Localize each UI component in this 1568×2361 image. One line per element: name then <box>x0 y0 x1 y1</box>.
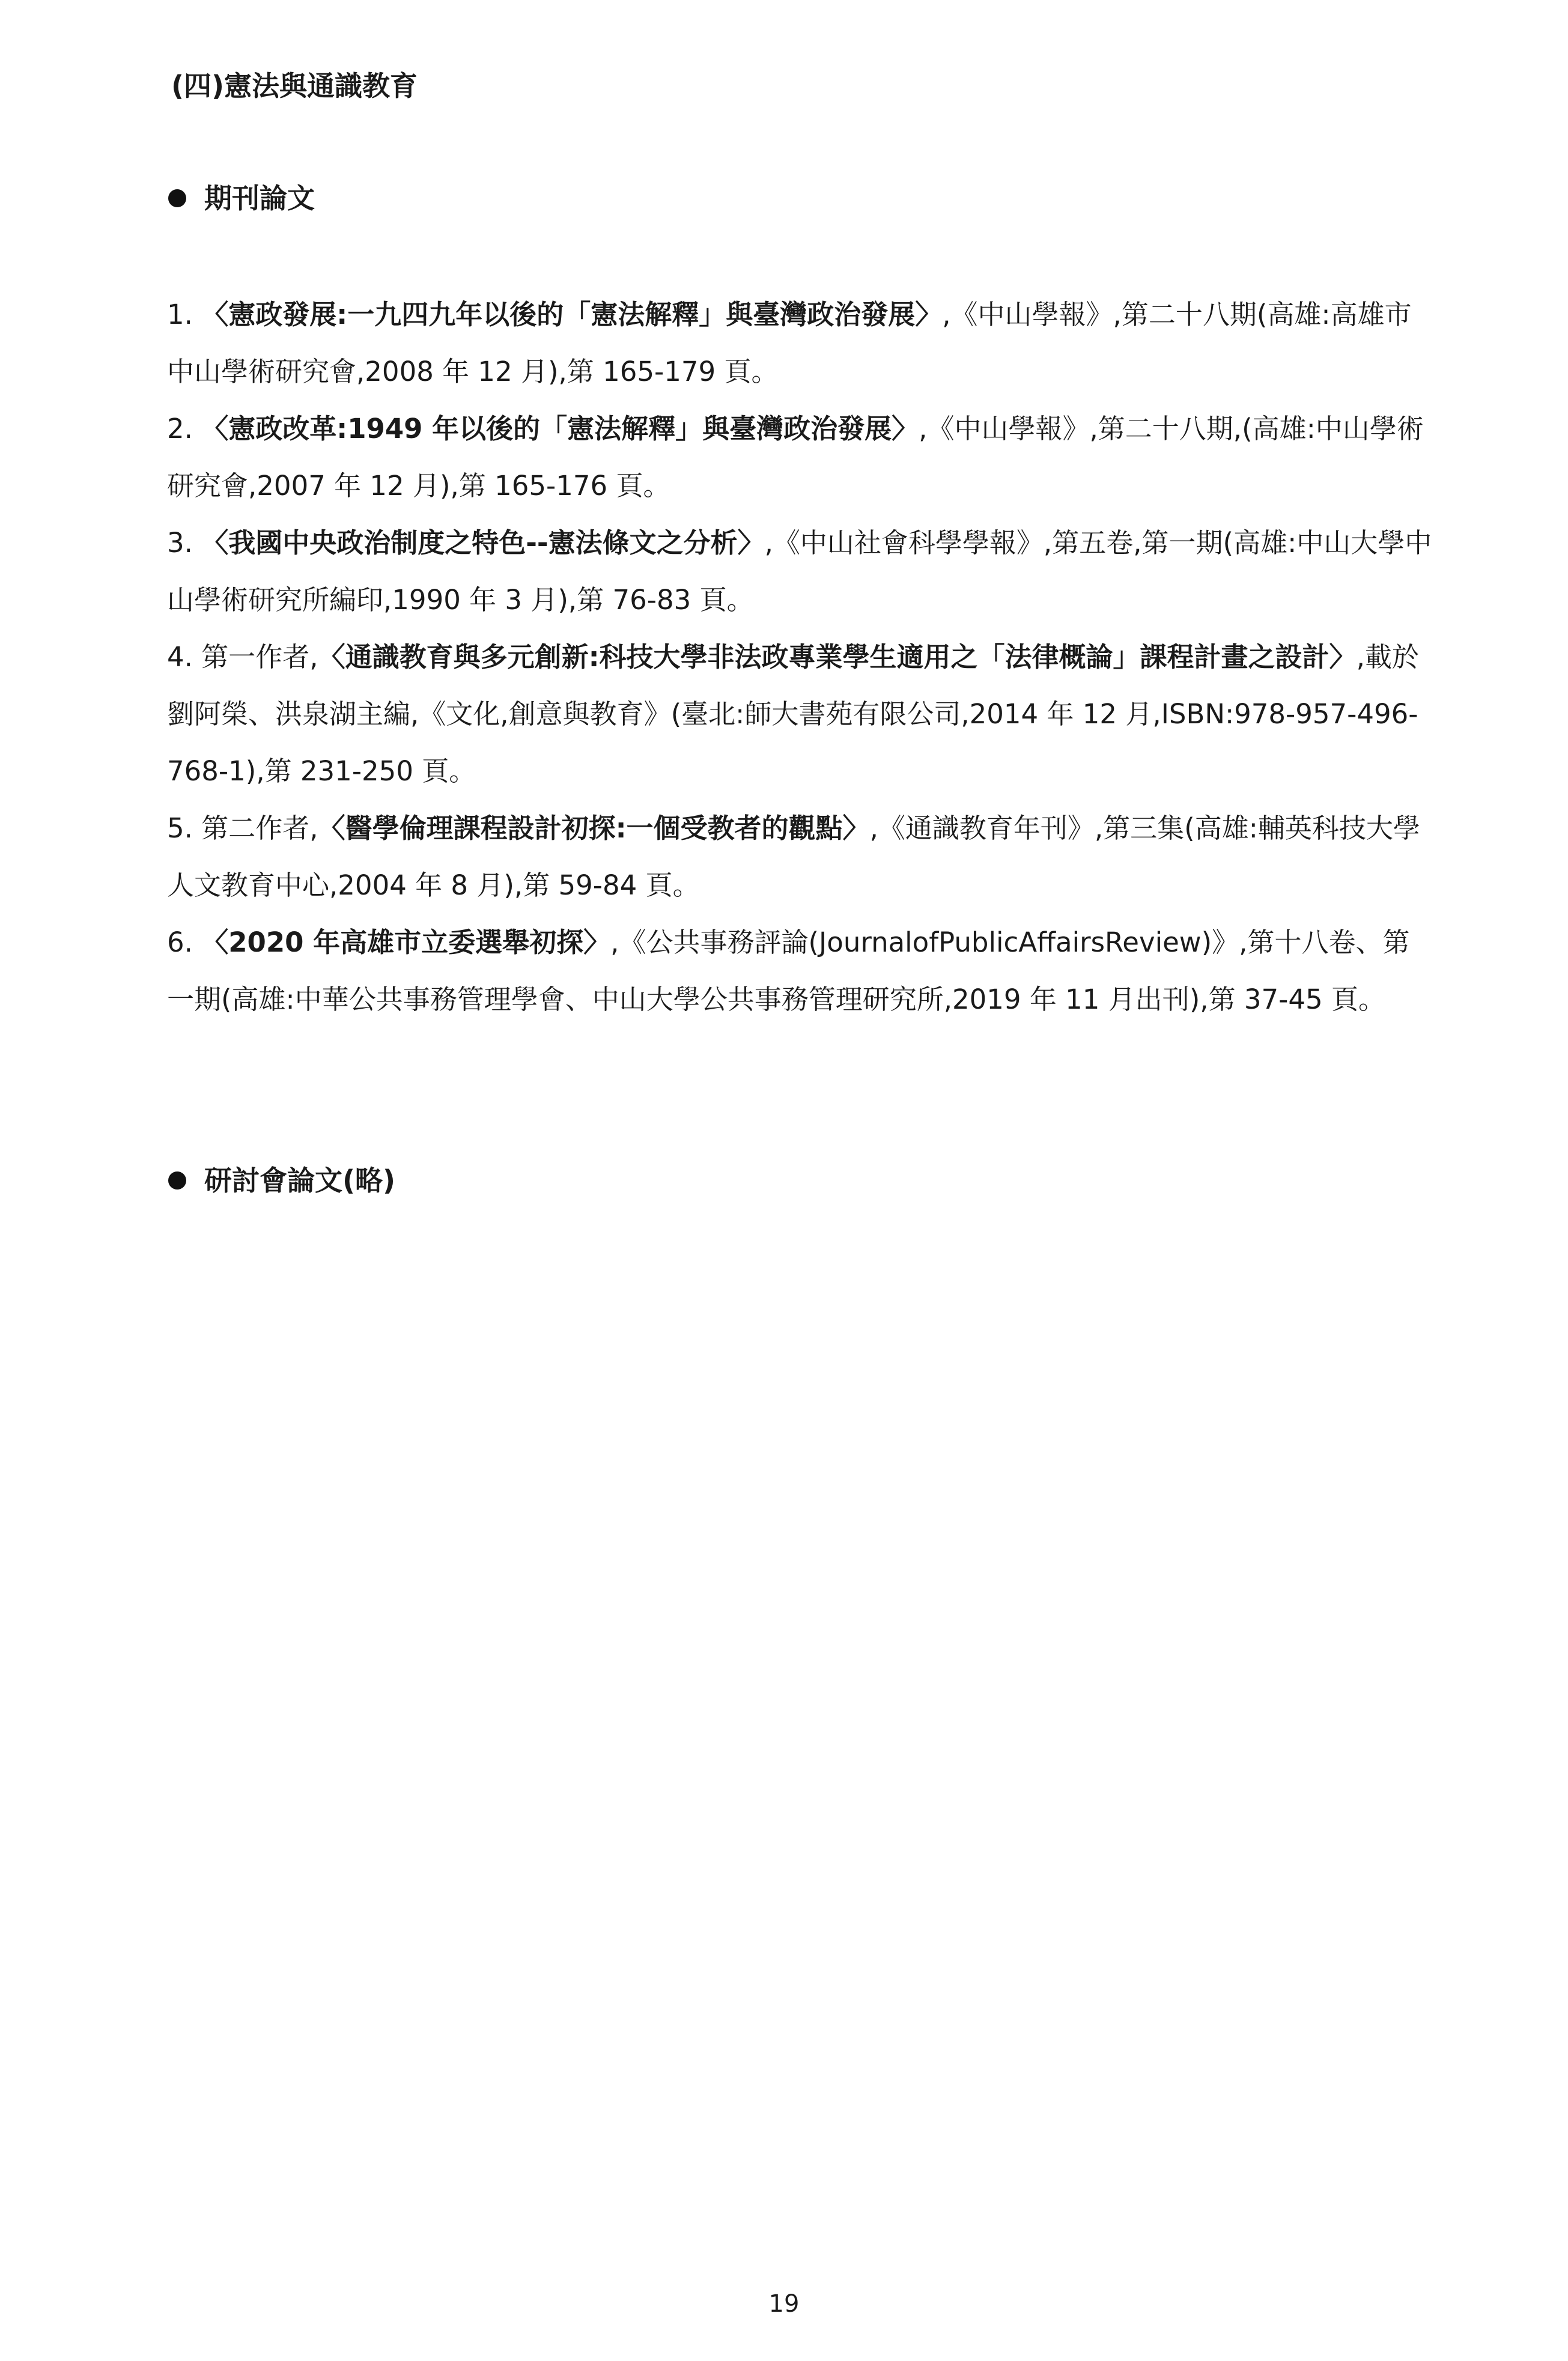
conference-papers-heading <box>168 1159 395 1202</box>
page-number: 19 <box>768 2290 800 2318</box>
list-item: 6. 〈2020 年高雄市立委選舉初探〉,《公共事務評論(JournalofPublicAffairsReview)》,第十八卷、第一期(高雄:中華公共事務管理學會、中山大學公共事務管理研究所,2019 年 11 月出刊),第 37-45 頁。 <box>167 926 1410 1015</box>
list-item: 2. 〈憲政改革:1949 年以後的「憲法解釋」與臺灣政治發展〉,《中山學報》,第二十八期,(高雄:中山學術研究會,2007 年 12 月),第 165-176 頁。 <box>167 413 1424 502</box>
list-item: 3. 〈我國中央政治制度之特色--憲法條文之分析〉,《中山社會科學學報》,第五卷,第一期(高雄:中山大學中山學術研究所編印,1990 年 3 月),第 76-83 頁。 <box>167 527 1432 616</box>
section-title: (四)憲法與通識教育 <box>171 70 418 102</box>
journal-paper-list <box>167 286 1435 1028</box>
journal-papers-heading-label: 期刊論文 <box>204 182 315 214</box>
conference-papers-heading-label: 研討會論文(略) <box>204 1164 396 1197</box>
list-item: 5. 第二作者,〈醫學倫理課程設計初探:一個受教者的觀點〉,《通識教育年刊》,第三集(高雄:輔英科技大學人文教育中心,2004 年 8 月),第 59-84 頁。 <box>167 812 1420 901</box>
bullet-icon <box>168 1171 186 1190</box>
list-item: 1. 〈憲政發展:一九四九年以後的「憲法解釋」與臺灣政治發展〉,《中山學報》,第二十八期(高雄:高雄市中山學術研究會,2008 年 12 月),第 165-179 頁。 <box>167 299 1412 387</box>
bullet-icon <box>168 189 186 207</box>
list-item: 4. 第一作者,〈通識教育與多元創新:科技大學非法政專業學生適用之「法律概論」課程計畫之設計〉,載於劉阿榮、洪泉湖主編,《文化,創意與教育》(臺北:師大書苑有限公司,2014 年 12 月,ISBN:978-957-496-768-1),第 231-250 頁。 <box>167 641 1419 787</box>
journal-papers-heading <box>168 177 315 219</box>
